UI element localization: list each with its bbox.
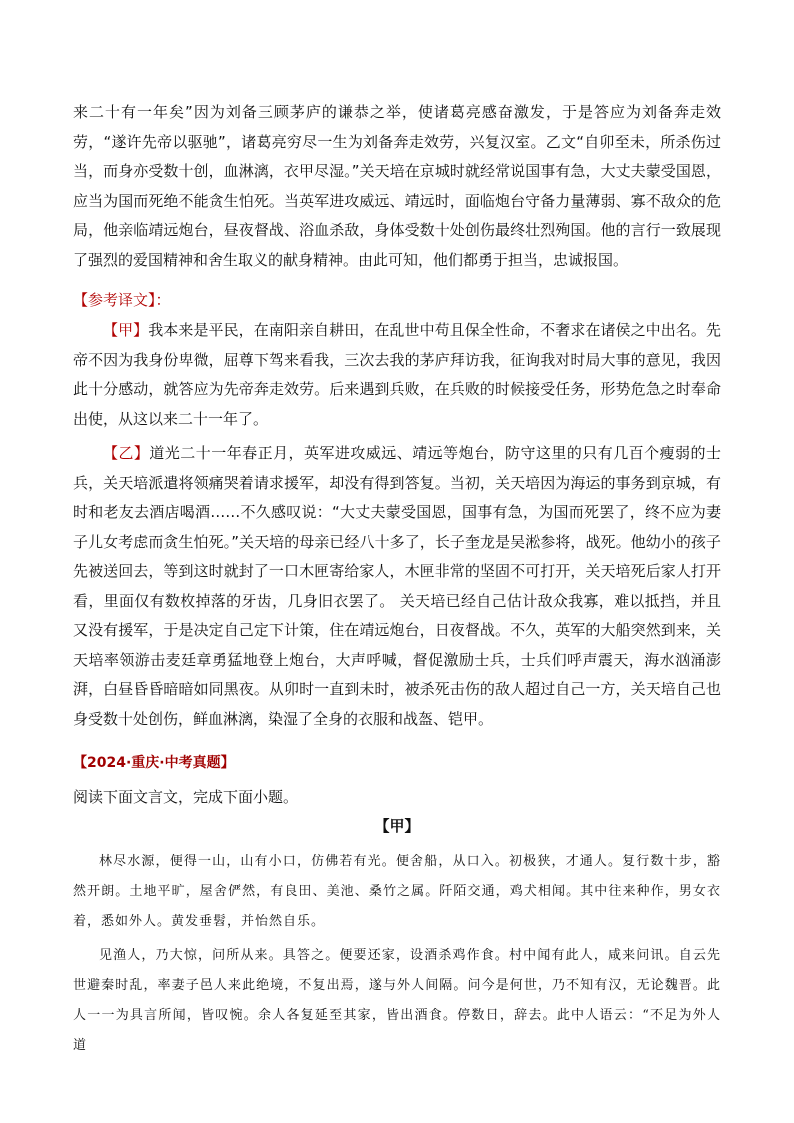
reference-label: 【参考译文】： (73, 291, 171, 309)
yi-tag: 【乙】 (103, 444, 150, 462)
classical-jia-heading: 【甲】 (374, 817, 420, 835)
classical-text (73, 847, 721, 1061)
analysis-paragraph: 来二十有一年矣”因为刘备三顾茅庐的谦恭之举，使诸葛亮感奋激发，于是答应为刘备奔走效劳，“遂许先帝以驱驰”，诸葛亮穷尽一生为刘备奔走效劳，兴复汉室。乙文“自卯至未，所杀伤过当，而身亦受数十创，血淋漓，衣甲尽湿。”关天培在京城时就经常说国事有急，大丈夫蒙受国恩，应当为国而死绝不能贪生怕死。当英军进攻威远、靖远时，面临炮台守备力量薄弱、寡不敌众的危局，他亲临靖远炮台，昼夜督战、浴血杀敌，身体受数十处创伤最终壮烈殉国。他的言行一致展现了强烈的爱国精神和舍生取义的献身精神。由此可知，他们都勇于担当，忠诚报国。 (73, 103, 721, 269)
analysis-section (73, 98, 721, 275)
classical-paragraph-1: 林尽水源，便得一山，山有小口，仿佛若有光。便舍船，从口入。初极狭，才通人。复行数十步，豁然开朗。土地平旷，屋舍俨然，有良田、美池、桑竹之属。阡陌交通，鸡犬相闻。其中往来种作，男女衣着，悉如外人。黄发垂髫，并怡然自乐。 (73, 854, 721, 929)
jia-translation-text: 我本来是平民，在南阳亲自耕田，在乱世中苟且保全性命，不奢求在诸侯之中出名。先帝不因为我身份卑微，屈尊下驾来看我，三次去我的茅庐拜访我，征询我对时局大事的意见，我因此十分感动，就答应为先帝奔走效劳。后来遇到兵败，在兵败的时候接受任务，形势危急之时奉命出使，从这以来二十一年了。 (73, 321, 721, 428)
reference-translation-label (73, 286, 721, 316)
yi-translation-text: 道光二十一年春正月，英军进攻威远、靖远等炮台，防守这里的只有几百个瘦弱的士兵，关天培派遣将领痛哭着请求援军，却没有得到答复。当初，关天培因为海运的事务到京城，有时和老友去酒店喝酒……不久感叹说：“大丈夫蒙受国恩，国事有急，为国而死罢了，终不应为妻子儿女考虑而贪生怕死。”关天培的母亲已经八十多了，长子奎龙是吴淞参将，战死。他幼小的孩子先被送回去，等到这时就封了一口木匣寄给家人，木匣非常的坚固不可打开，关天培死后家人打开看，里面仅有数枚掉落的牙齿，几身旧衣罢了。 关天培已经自己估计敌众我寡，难以抵挡，并且又没有援军，于是决定自己定下计策，住在靖远炮台，日夜督战。不久，英军的大船突然到来，关天培率领游击麦廷章勇猛地登上炮台，大声呼喊，督促激励士兵，士兵们呼声震天，海水汹涌澎湃，白昼昏昏暗暗如同黑夜。从卯时一直到未时，被杀死击伤的敌人超过自己一方，关天培自己也身受数十处创伤，鲜血淋漓，染湿了全身的衣服和战盔、铠甲。 (73, 444, 721, 728)
classical-heading (73, 815, 721, 836)
translation-yi (73, 439, 721, 734)
jia-tag: 【甲】 (103, 321, 149, 339)
exam-title (73, 752, 721, 772)
exam-heading: 【2024·重庆·中考真题】 (73, 755, 235, 771)
translation-jia (73, 316, 721, 434)
instruction-line (73, 783, 721, 813)
instruction-text: 阅读下面文言文，完成下面小题。 (73, 788, 299, 806)
classical-paragraph-2: 见渔人，乃大惊，问所从来。具答之。便要还家，设酒杀鸡作食。村中闻有此人，咸来问讯。自云先世避秦时乱，率妻子邑人来此绝境，不复出焉，遂与外人间隔。问今是何世，乃不知有汉，无论魏晋。此人一一为具言所闻，皆叹惋。余人各复延至其家，皆出酒食。停数日，辞去。此中人语云：“不足为外人道 (73, 948, 721, 1053)
